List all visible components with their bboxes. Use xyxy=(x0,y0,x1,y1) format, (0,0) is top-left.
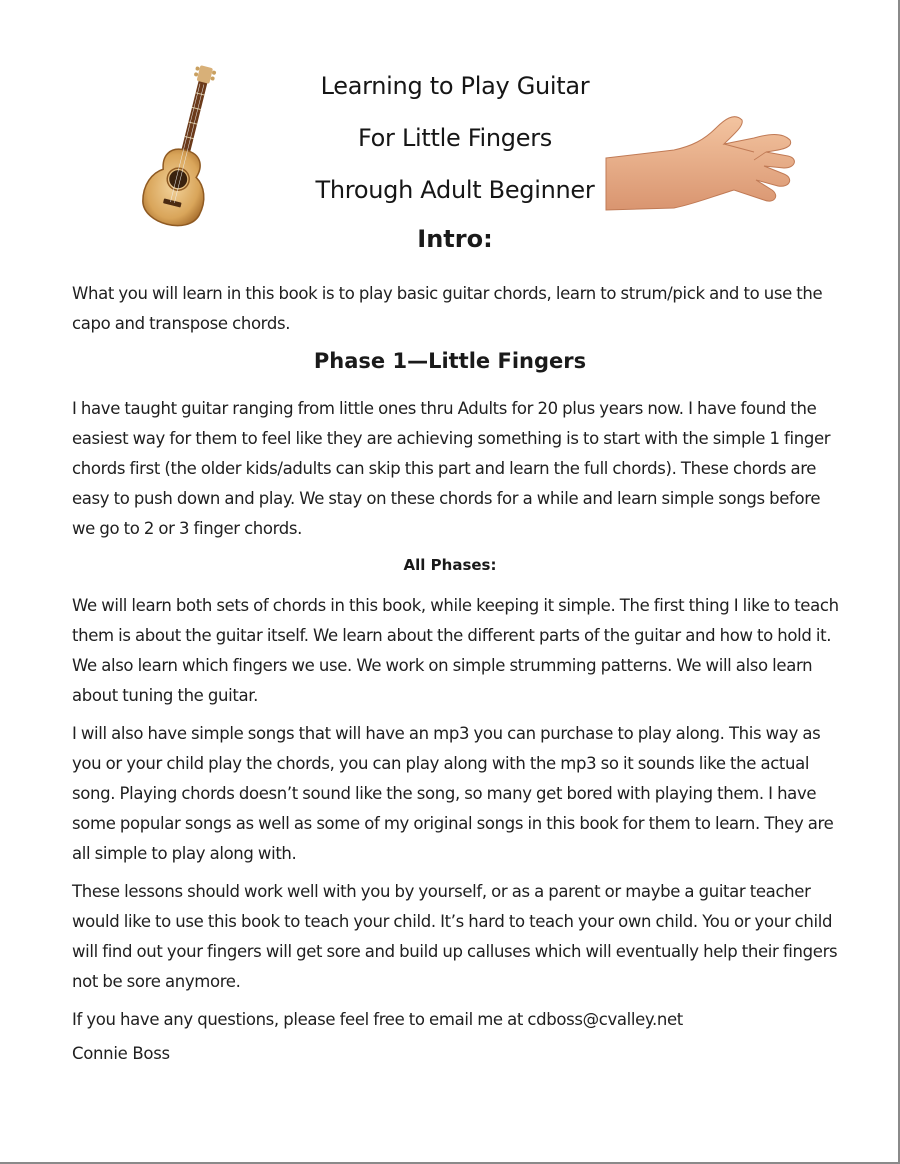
all-phases-paragraph-3: These lessons should work well with you by yourself, or as a parent or maybe a guitar teacher would like to use this book to teach your child. It’s hard to teach your own child. You or your child will find out your fingers will get sore and build up calluses which will eventually help their fingers not be sore anymore. xyxy=(72,882,838,991)
hand-icon xyxy=(604,100,804,240)
author-signature: Connie Boss xyxy=(72,1044,170,1063)
phase1-paragraph: I have taught guitar ranging from little ones thru Adults for 20 plus years now. I have found the easiest way for them to feel like they are achieving something is to start with the simple 1 finger chords first (the older kids/adults can skip this part and learn the full chords). These chords are easy to push down and play. We stay on these chords for a while and learn simple songs before we go to 2 or 3 finger chords. xyxy=(72,399,831,538)
intro-heading: Intro: xyxy=(417,225,493,253)
title-line-3: Through Adult Beginner xyxy=(315,176,595,204)
contact-line: If you have any questions, please feel free to email me at cdboss@cvalley.net xyxy=(72,1010,683,1029)
title-line-2: For Little Fingers xyxy=(358,124,552,152)
all-phases-heading: All Phases: xyxy=(403,556,497,574)
intro-paragraph: What you will learn in this book is to play basic guitar chords, learn to strum/pick and to use the capo and transpose chords. xyxy=(72,284,823,333)
all-phases-paragraph-1: We will learn both sets of chords in this book, while keeping it simple. The first thing I like to teach them is about the guitar itself. We learn about the different parts of the guitar and how to hold it. We also learn which fingers we use. We work on simple strumming patterns. We will also learn about tuning the guitar. xyxy=(72,596,839,705)
all-phases-paragraph-2: I will also have simple songs that will have an mp3 you can purchase to play along. This way as you or your child play the chords, you can play along with the mp3 so it sounds like the actual song. Playing chords doesn’t sound like the song, so many get bored with playing them. I have some popular songs as well as some of my original songs in this book for them to learn. They are all simple to play along with. xyxy=(72,724,834,863)
phase1-heading: Phase 1—Little Fingers xyxy=(313,349,587,373)
title-line-1: Learning to Play Guitar xyxy=(320,72,590,100)
guitar-icon xyxy=(140,62,230,242)
